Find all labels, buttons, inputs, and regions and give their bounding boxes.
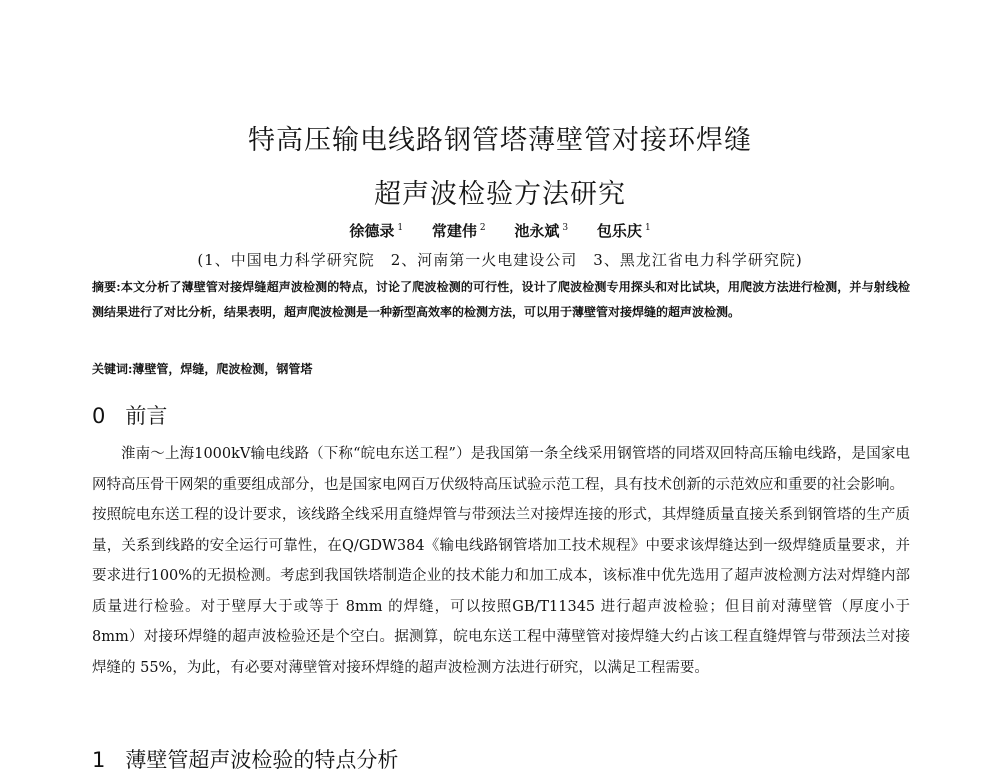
author-affil-mark: 3 [562,223,569,233]
paper-title-line-2: 超声波检验方法研究 [374,179,626,210]
author-affil-mark: 1 [397,223,404,233]
section-title: 薄壁管超声波检验的特点分析 [125,748,399,772]
section-number: 0 [92,404,106,428]
author-affil-mark: 2 [479,223,486,233]
author-name: 常建伟 [431,222,477,240]
author-name: 包乐庆 [596,222,642,240]
author [349,222,403,240]
section-heading-preface [92,400,167,430]
section-number: 1 [92,748,106,772]
author [514,222,568,240]
author-affil-mark: 1 [644,223,651,233]
paper-title-line-1: 特高压输电线路钢管塔薄壁管对接环焊缝 [248,125,752,156]
author-name: 徐德录 [349,222,395,240]
body-text [92,439,910,683]
paragraph: 按照皖电东送工程的设计要求，该线路全线采用直缝焊管与带颈法兰对接焊连接的形式，其焊缝质量直接关系到钢管塔的生产质量，关系到线路的安全运行可靠性，在Q/GDW384《输电线路钢管塔加工技术规程》中要求该焊缝达到一级焊缝质量要求，并要求进行100%的无损检测。考虑到我国铁塔制造企业的技术能力和加工成本，该标准中优先选用了超声波检测方法对焊缝内部质量进行检验。对于壁厚大于或等于 8mm 的焊缝，可以按照GB/T11345 进行超声波检验；但目前对薄壁管（厚度小于 8mm）对接环焊缝的超声波检验还是个空白。据测算，皖电东送工程中薄壁管对接焊缝大约占该工程直缝焊管与带颈法兰对接焊缝的 55%，为此，有必要对薄壁管对接环焊缝的超声波检测方法进行研究，以满足工程需要。 [92,507,910,676]
affiliations: (1、中国电力科学研究院 2、河南第一火电建设公司 3、黑龙江省电力科学研究院) [197,251,803,269]
author [597,222,651,240]
keywords: 关键词:薄壁管，焊缝，爬波检测，钢管塔 [92,362,313,376]
abstract: 摘要:本文分析了薄壁管对接焊缝超声波检测的特点，讨论了爬波检测的可行性，设计了爬波检测专用探头和对比试块，用爬波方法进行检测，并与射线检测结果进行了对比分析，结果表明，超声爬波检测是一种新型高效率的检测方法，可以用于薄壁管对接焊缝的超声波检测。 [92,280,910,319]
section-title: 前言 [125,404,168,428]
paragraph: 淮南～上海1000kV输电线路（下称“皖电东送工程”）是我国第一条全线采用钢管塔的同塔双回特高压输电线路，是国家电网特高压骨干网架的重要组成部分，也是国家电网百万伏级特高压试验示范工程，具有技术创新的示范效应和重要的社会影响。 [92,446,910,493]
section-heading-analysis [92,744,398,774]
author-name: 池永斌 [514,222,560,240]
author [432,222,486,240]
author-list [0,220,1000,241]
